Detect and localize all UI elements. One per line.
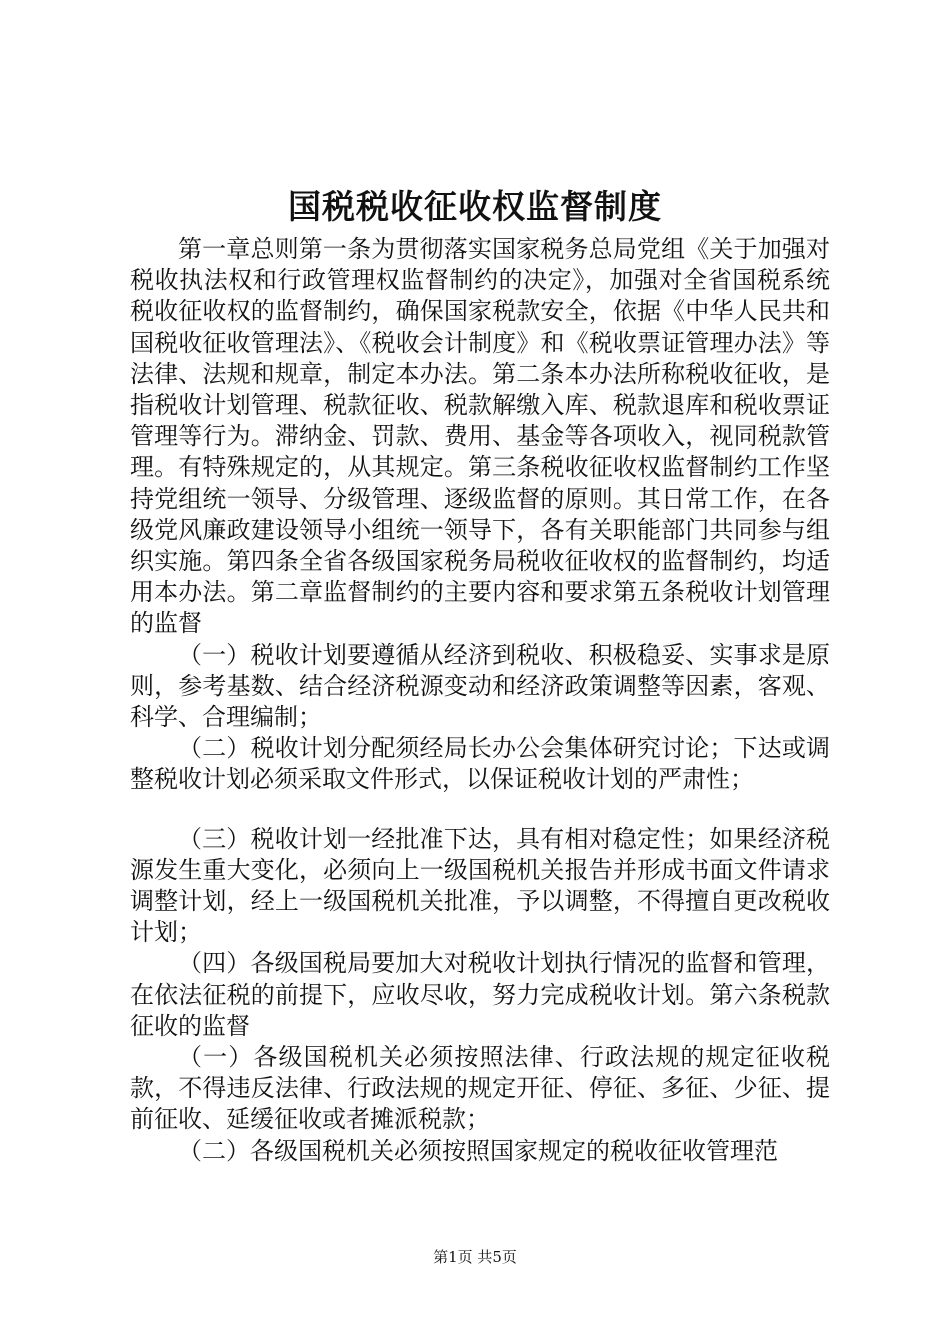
paragraph-plan-item-1: （一）税收计划要遵循从经济到税收、积极稳妥、实事求是原则，参考基数、结合经济税源变动和经济政策调整等因素，客观、科学、合理编制； [130, 640, 830, 732]
paragraph-plan-item-2: （二）税收计划分配须经局长办公会集体研究讨论；下达或调整税收计划必须采取文件形式，以保证税收计划的严肃性； [130, 734, 830, 794]
paragraph-plan-item-4: （四）各级国税局要加大对税收计划执行情况的监督和管理，在依法征税的前提下，应收尽收，努力完成税收计划。第六条税款征收的监督 [130, 949, 830, 1040]
paragraph-collection-item-1: （一）各级国税机关必须按照法律、行政法规的规定征收税款，不得违反法律、行政法规的规定开征、停征、多征、少征、提前征收、延缓征收或者摊派税款； [130, 1043, 830, 1134]
paragraph-plan-item-3: （三）税收计划一经批准下达，具有相对稳定性；如果经济税源发生重大变化，必须向上一级国税机关报告并形成书面文件请求调整计划，经上一级国税机关批准，予以调整，不得擅自更改税收计划； [130, 824, 830, 947]
paragraph-collection-item-2: （二）各级国税机关必须按照国家规定的税收征收管理范 [178, 1136, 778, 1165]
paragraph-general-provisions: 第一章总则第一条为贯彻落实国家税务总局党组《关于加强对税收执法权和行政管理权监督制约的决定》，加强对全省国税系统税收征收权的监督制约，确保国家税款安全，依据《中华人民共和国税收征收管理法》、《税收会计制度》和《税收票证管理办法》等法律、法规和规章，制定本办法。第二条本办法所称税收征收，是指税收计划管理、税款征收、税款解缴入库、税款退库和税收票证管理等行为。滞纳金、罚款、费用、基金等各项收入，视同税款管理。有特殊规定的，从其规定。第三条税收征收权监督制约工作坚持党组统一领导、分级管理、逐级监督的原则。其日常工作，在各级党风廉政建设领导小组统一领导下，各有关职能部门共同参与组织实施。第四条全省各级国家税务局税收征收权的监督制约，均适用本办法。第二章监督制约的主要内容和要求第五条税收计划管理的监督 [130, 235, 830, 638]
document-body [130, 234, 830, 1167]
document-title: 国税税收征收权监督制度 [288, 187, 662, 226]
page-number-footer: 第1页 共5页 [433, 1248, 517, 1266]
